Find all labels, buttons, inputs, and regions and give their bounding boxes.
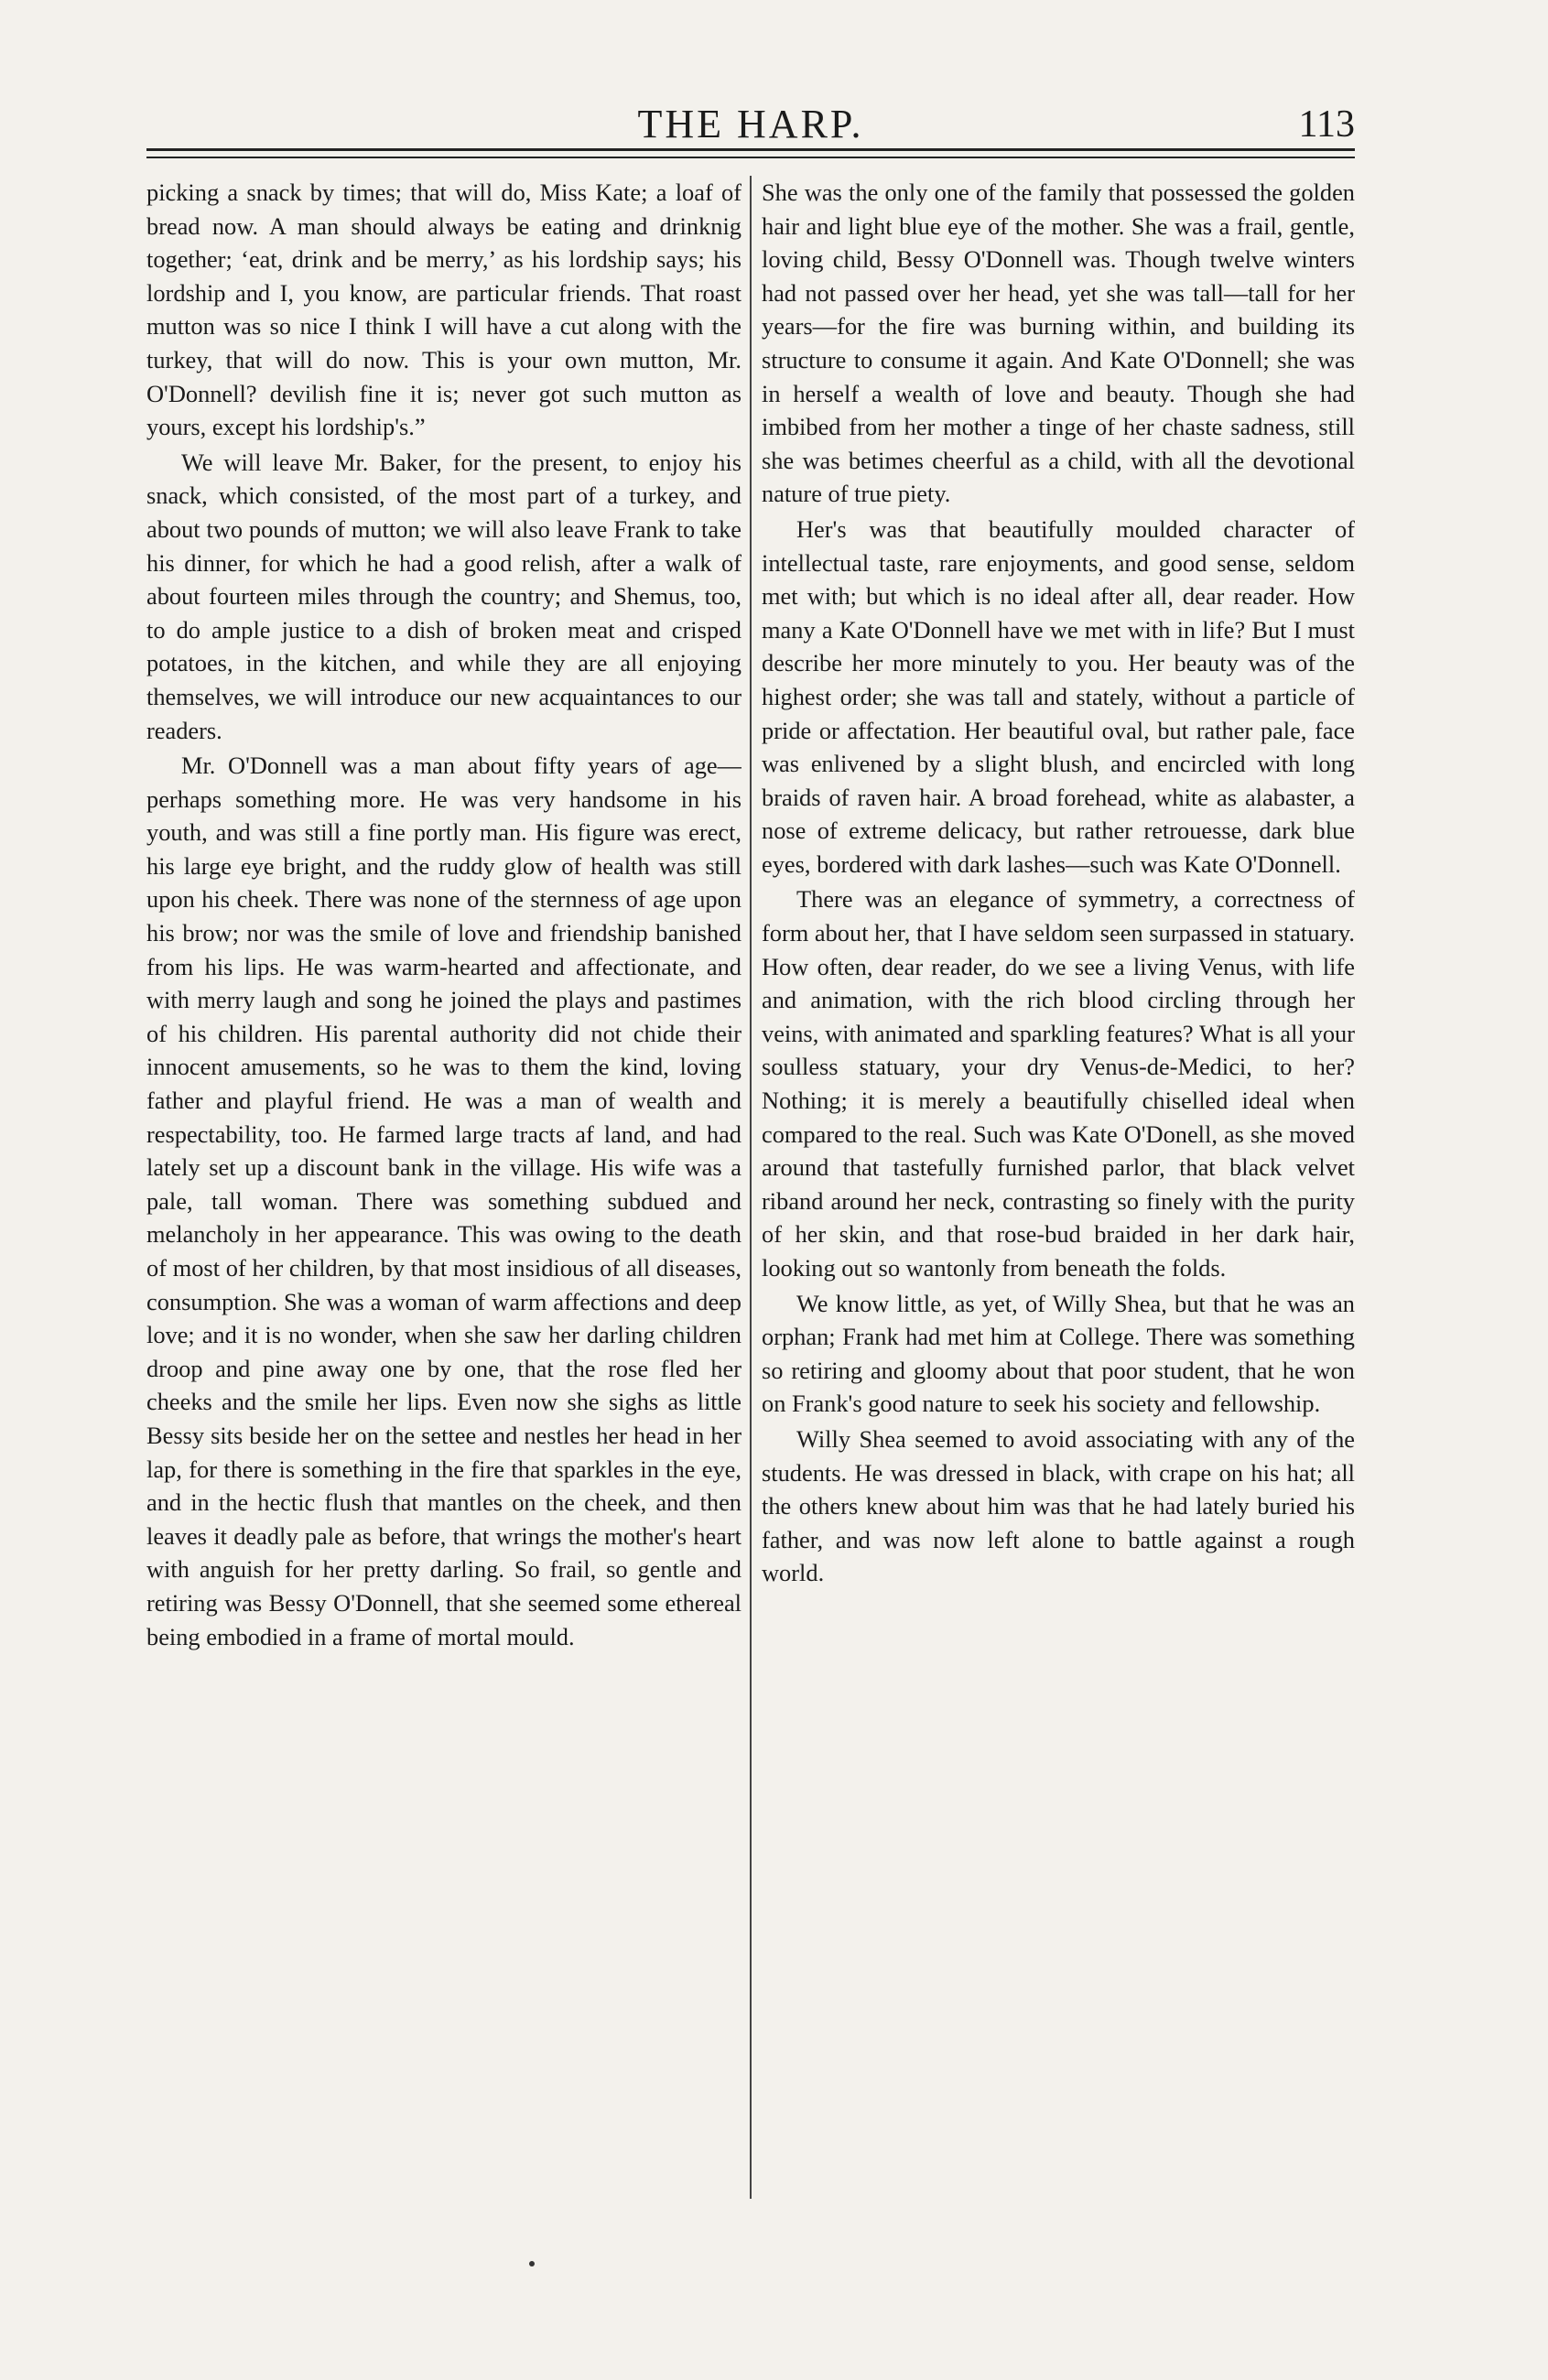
page-number: 113 bbox=[1298, 103, 1355, 146]
ink-fleck bbox=[529, 2261, 535, 2266]
right-column bbox=[762, 176, 1355, 2199]
paragraph: Mr. O'Donnell was a man about fifty years of age—perhaps something more. He was very handsome in his youth, and was still a fine portly man. His figure was erect, his large eye bright, and the ruddy glow of health was still upon his cheek. There was none of the sternness of age upon his brow; nor was the smile of love and friendship banished from his lips. He was warm-hearted and affectionate, and with merry laugh and song he joined the plays and pastimes of his children. His parental authority did not chide their innocent amusements, so he was to them the kind, loving father and playful friend. He was a man of wealth and respectability, too. He farmed large tracts af land, and had lately set up a discount bank in the village. His wife was a pale, tall woman. There was something subdued and melancholy in her appearance. This was owing to the death of most of her children, by that most insidious of all diseases, consumption. She was a woman of warm affections and deep love; and it is no wonder, when she saw her darling children droop and pine away one by one, that the rose fled her cheeks and the smile her lips. Even now she sighs as little Bessy sits beside her on the settee and nestles her head in her lap, for there is something in the fire that sparkles in the eye, and in the hectic flush that mantles on the cheek, and then leaves it deadly pale as before, that wrings the mother's heart with anguish for her pretty darling. So frail, so gentle and retiring was Bessy O'Donnell, that she seemed some ethereal being embodied in a frame of mortal mould. bbox=[146, 752, 742, 1650]
paragraph: Willy Shea seemed to avoid associating with any of the students. He was dressed in black, with crape on his hat; all the others knew about him was that he had lately buried his father, and was now left alone to battle against a rough world. bbox=[762, 1424, 1355, 1587]
left-column bbox=[146, 176, 742, 2199]
paragraph: We will leave Mr. Baker, for the present, to enjoy his snack, which consisted, of the most part of a turkey, and about two pounds of mutton; we will also leave Frank to take his dinner, for which he had a good relish, after a walk of about fourteen miles through the country; and Shemus, too, to do ample justice to a dish of broken meat and crisped potatoes, in the kitchen, and while they are all enjoying themselves, we will introduce our new acquaintances to our readers. bbox=[146, 448, 742, 744]
paragraph: We know little, as yet, of Willy Shea, but that he was an orphan; Frank had met him at College. There was something so retiring and gloomy about that poor student, that he won on Frank's good nature to seek his society and fellowship. bbox=[762, 1289, 1355, 1418]
paragraph: Her's was that beautifully moulded character of intellectual taste, rare enjoyments, and good sense, seldom met with; but which is no ideal after all, dear reader. How many a Kate O'Donnell have we met with in life? But I must describe her more minutely to you. Her beauty was of the highest order; she was tall and stately, without a particle of pride or affectation. Her beautiful oval, but rather pale, face was enlivened by a slight blush, and encircled with long braids of raven hair. A broad forehead, white as alabaster, a nose of extreme delicacy, but rather retrouesse, dark blue eyes, bordered with dark lashes—such was Kate O'Donnell. bbox=[762, 514, 1355, 878]
header-rule-thick bbox=[146, 148, 1355, 151]
header-rule-thin bbox=[146, 157, 1355, 158]
paragraph: picking a snack by times; that will do, Miss Kate; a loaf of bread now. A man should always be eating and drinknig together; ‘eat, drink and be merry,’ as his lordship says; his lordship and I, you know, are particular friends. That roast mutton was so nice I think I will have a cut along with the turkey, that will do now. This is your own mutton, Mr. O'Donnell? devilish fine it is; never got such mutton as yours, except his lordship's.” bbox=[146, 178, 742, 441]
running-title: THE HARP. bbox=[637, 102, 864, 146]
paragraph: She was the only one of the family that possessed the golden hair and light blue eye of the mother. She was a frail, gentle, loving child, Bessy O'Donnell was. Though twelve winters had not passed over her head, yet she was tall—tall for her years—for the fire was burning within, and building its structure to consume it again. And Kate O'Donnell; she was in herself a wealth of love and beauty. Though she had imbibed from her mother a tinge of her chaste sadness, still she was betimes cheerful as a child, with all the devotional nature of true piety. bbox=[762, 178, 1355, 508]
column-divider bbox=[750, 176, 752, 2199]
page-header bbox=[146, 101, 1355, 146]
paragraph: There was an elegance of symmetry, a correctness of form about her, that I have seldom seen surpassed in statuary. How often, dear reader, do we see a living Venus, with life and animation, with the rich blood circling through her veins, with animated and sparkling features? What is all your soulless statuary, your dry Venus-de-Medici, to her? Nothing; it is merely a beautifully chiselled ideal when compared to the real. Such was Kate O'Donell, as she moved around that tastefully furnished parlor, that black velvet riband around her neck, contrasting so finely with the purity of her skin, and that rose-bud braided in her dark hair, looking out so wantonly from beneath the folds. bbox=[762, 885, 1355, 1282]
